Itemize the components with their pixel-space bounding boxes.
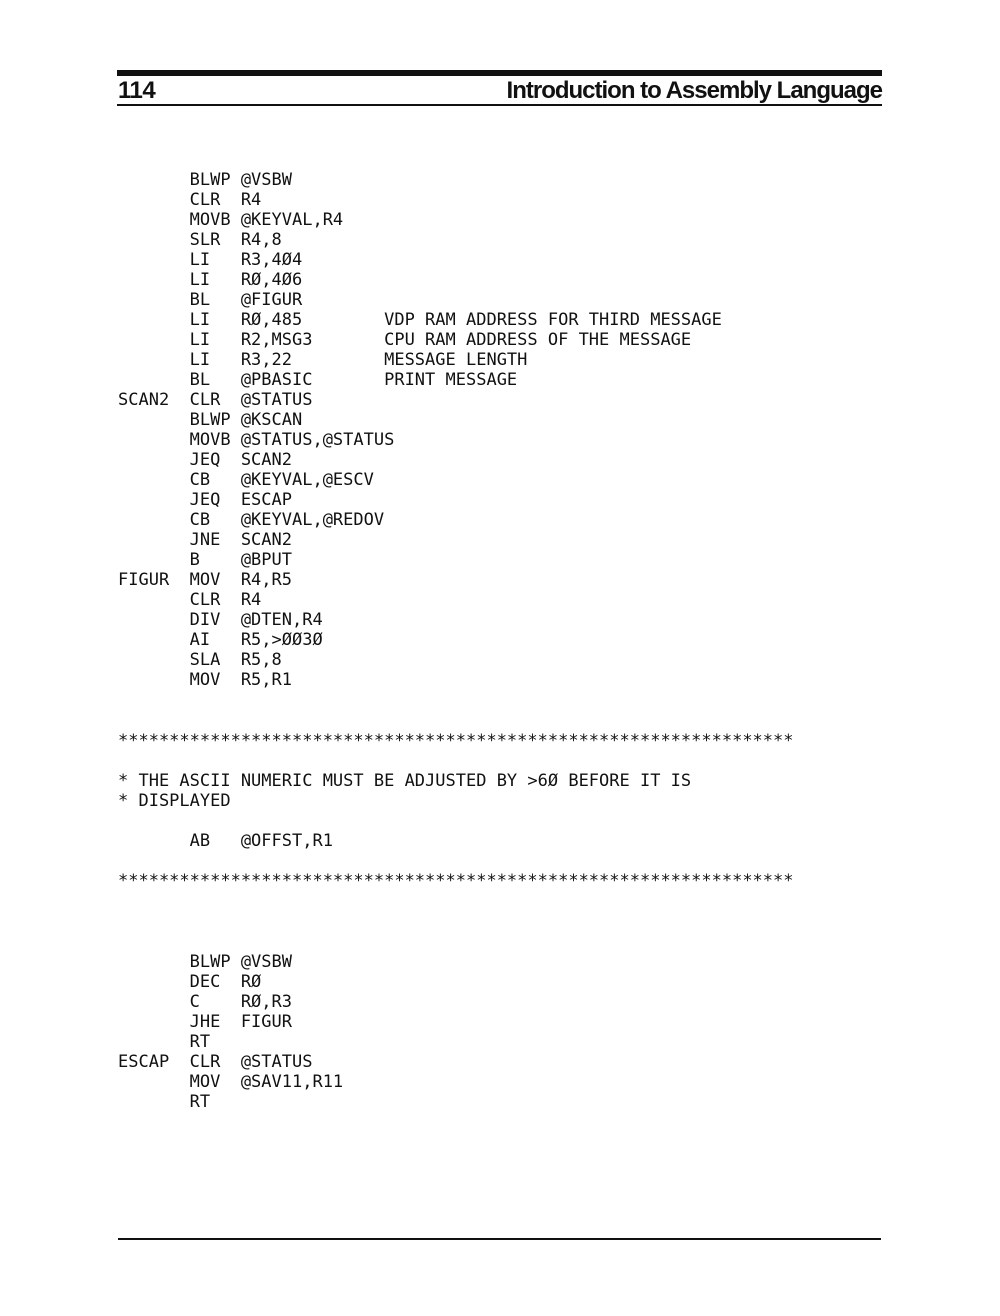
header-rule-thick xyxy=(117,70,882,76)
code-listing-comment-section: ****************************************************************** * THE ASCII NUMERIC MUST BE ADJUSTED BY >6Ø BEFORE IT IS * DISPLAYED AB @OFFST,R1 ****************************************************************** xyxy=(118,731,794,891)
header-rule-thin xyxy=(117,104,882,106)
code-listing-tail: BLWP @VSBW DEC RØ C RØ,R3 JHE FIGUR RT ESCAP CLR @STATUS MOV @SAV11,R11 RT xyxy=(118,952,344,1112)
page-number: 114 xyxy=(118,77,156,104)
running-title: Introduction to Assembly Language xyxy=(506,77,882,104)
code-listing-main: BLWP @VSBW CLR R4 MOVB @KEYVAL,R4 SLR R4,8 LI R3,4Ø4 LI RØ,4Ø6 BL @FIGUR LI RØ,485 VDP RAM ADDRESS FOR THIRD MESSAGE LI R2,MSG3 CPU RAM ADDRESS OF THE MESSAGE LI R3,22 MESSAGE LENGTH BL @PBASIC PRINT MESSAGE SCAN2 CLR @STATUS BLWP @KSCAN MOVB @STATUS,@STATUS JEQ SCAN2 CB @KEYVAL,@ESCV JEQ ESCAP CB @KEYVAL,@REDOV JNE SCAN2 B @BPUT FIGUR MOV R4,R5 CLR R4 DIV @DTEN,R4 AI R5,>ØØ3Ø SLA R5,8 MOV R5,R1 xyxy=(118,170,722,690)
footer-rule xyxy=(118,1238,881,1240)
